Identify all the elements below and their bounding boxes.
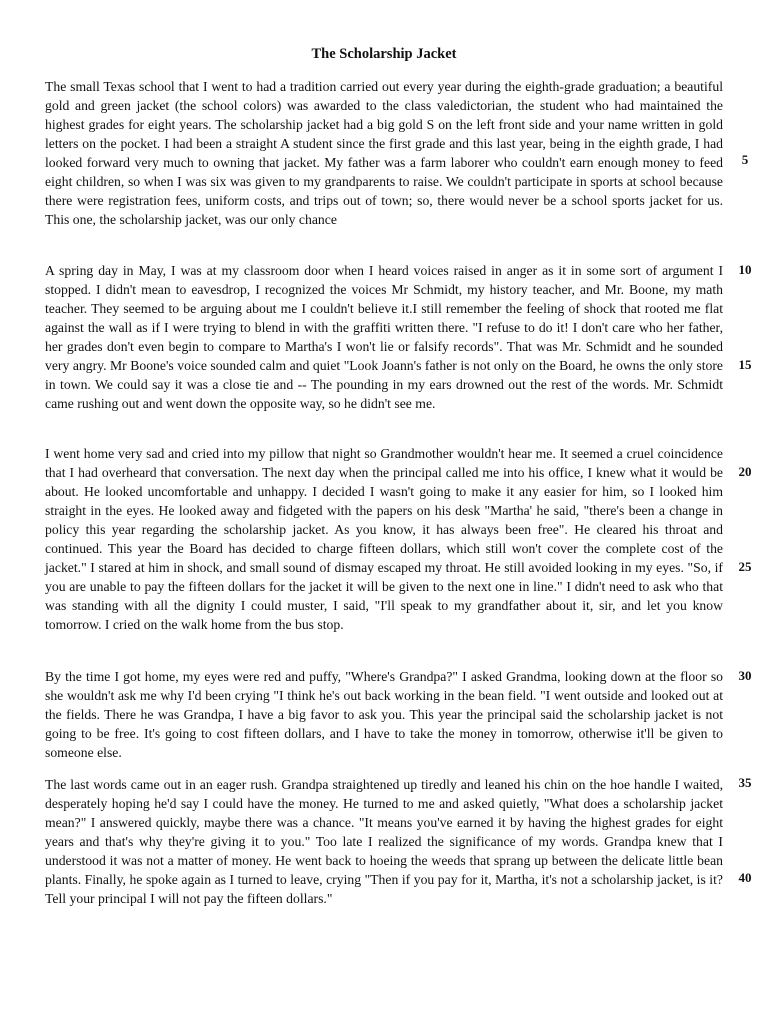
line-number: 35 xyxy=(738,775,752,790)
paragraph-3: I went home very sad and cried into my pillow that night so Grandmother wouldn't hear me. It seemed a cruel coincidence that I had overheard that conversation. The next day when the principal called me into his office, I knew what it would be about. He looked uncomfortable and unhappy. I decided I wasn't going to make it any easier for him, so I looked him straight in the eyes. He looked away and fidgeted with the papers on his desk "Martha' he said, "there's been a change in policy this year regarding the scholarship jacket. As you know, it has always been free". He cleared his throat and continued. This year the Board has decided to charge fifteen dollars, which still won't cover the complete cost of the jacket." I stared at him in shock, and small sound of dismay escaped my throat. He still avoided looking in my eyes. "So, if you are unable to pay the fifteen dollars for the jacket it will be given to the next one in line." I didn't need to ask who that was standing with all the dignity I could muster, I said, "I'll speak to my grandfather about it, sir, and let you know tomorrow. I cried on the walk home from the bus stop. xyxy=(45,446,723,632)
line-number: 25 xyxy=(738,559,752,574)
paragraph-2: A spring day in May, I was at my classroom door when I heard voices raised in anger as it in some sort of argument I stopped. I didn't mean to eavesdrop, I recognized the voices Mr Schmidt, my history teacher, and Mr. Boone, my math teacher. They seemed to be arguing about me I couldn't believe it.I still remember the feeling of shock that rooted me flat against the wall as if I were trying to blend in with the graffiti written there. "I refuse to do it! I don't care who her father, her grades don't even begin to compare to Martha's I won't lie or falsify records". That was Mr. Schmidt and he sounded very angry. Mr Boone's voice sounded calm and quiet "Look Joann's father is not only on the Board, he owns the only store in town. We could say it was a close tie and -- The pounding in my ears drowned out the rest of the words. Mr. Schmidt came rushing out and went down the opposite way, so he didn't see me. xyxy=(45,263,723,411)
paragraph-4: By the time I got home, my eyes were red and puffy, "Where's Grandpa?" I asked Grandma, looking down at the floor so she wouldn't ask me why I'd been crying "I think he's out back working in the bean field. "I went outside and looked out at the fields. There he was Grandpa, I have a big favor to ask you. This year the principal said the scholarship jacket is not going to be free. It's going to cost fifteen dollars, and I have to take the money in tomorrow, otherwise it'll be given to someone else. xyxy=(45,669,723,760)
line-number: 15 xyxy=(738,357,752,372)
line-number: 10 xyxy=(738,262,752,277)
paragraph-5: The last words came out in an eager rush. Grandpa straightened up tiredly and leaned his chin on the hoe handle I waited, desperately hoping he'd say I could have the money. He turned to me and asked quietly, "What does a scholarship jacket mean?" I answered quickly, maybe there was a chance. "It means you've earned it by having the highest grades for eight years and that's why they're giving it to you." Too late I realized the significance of my words. Grandpa knew that I understood it was not a matter of money. He went back to hoeing the weeds that sprang up between the delicate little bean plants. Finally, he spoke again as I turned to leave, crying "Then if you pay for it, Martha, it's not a scholarship jacket, is it? Tell your principal I will not pay the fifteen dollars." xyxy=(45,777,723,906)
paragraph-1: The small Texas school that I went to had a tradition carried out every year during the eighth-grade graduation; a beautiful gold and green jacket (the school colors) was awarded to the class valedictorian, the student who had maintained the highest grades for eight years. The scholarship jacket had a big gold S on the left front side and your name written in gold letters on the pocket. I had been a straight A student since the first grade and this last year, being in the eighth grade, I had looked forward very much to owning that jacket. My father was a farm laborer who couldn't earn enough money to feed eight children, so when I was six was given to my grandparents to raise. We couldn't participate in sports at school because there were registration fees, uniform costs, and trips out of town; so, there would never be a school sports jacket for us. This one, the scholarship jacket, was our only chance xyxy=(45,79,723,227)
line-number: 40 xyxy=(738,870,752,885)
line-number: 5 xyxy=(741,152,749,167)
line-number: 30 xyxy=(738,668,752,683)
line-number: 20 xyxy=(738,464,752,479)
document-title: The Scholarship Jacket xyxy=(311,46,457,62)
